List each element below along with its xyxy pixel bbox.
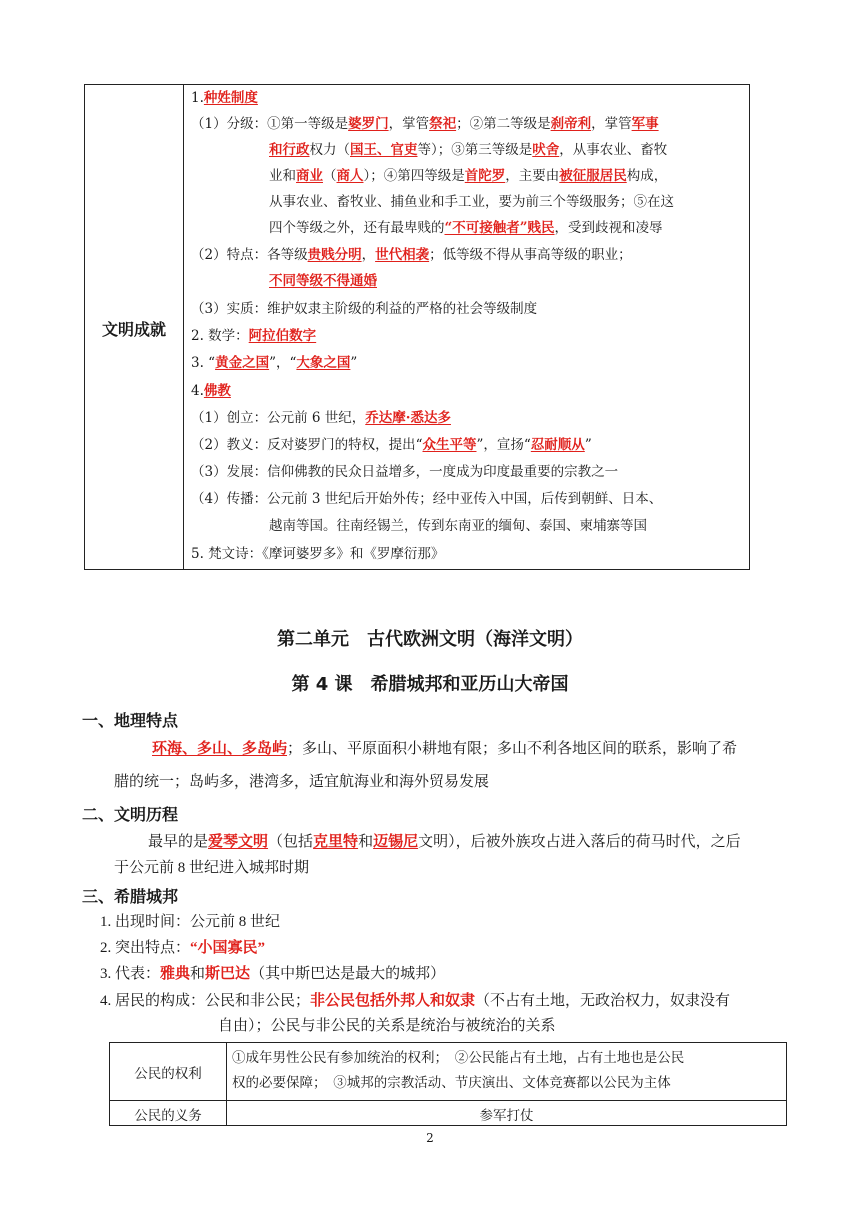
- shudra: 首陀罗: [464, 168, 506, 184]
- history-paragraph-1: [148, 831, 741, 853]
- city-states-item-4-cont: 自由）；公民与非公民的关系是统治与被统治的关系: [218, 1018, 556, 1034]
- citizen-rights-label: 公民的权利: [134, 1066, 202, 1082]
- caste-num: 1.: [191, 90, 204, 106]
- buddhism-spread-2: 越南等国。往南经锡兰，传到东南亚的缅甸、泰国、柬埔寨等国: [269, 518, 647, 534]
- vaishya: 吠舍: [532, 142, 560, 158]
- non-citizens: 非公民包括外邦人和奴隶: [310, 993, 476, 1009]
- text: 4.: [191, 383, 204, 399]
- achievements-label-cell: [85, 85, 184, 569]
- text: ；多山、平原面积小耕地有限；多山不利各地区间的联系，影响了希: [287, 741, 738, 757]
- sacrifice: 祭祀: [429, 116, 457, 132]
- text: （2）教义：反对婆罗门的特权，提出“: [191, 437, 423, 453]
- city-states-item-4: [100, 990, 730, 1012]
- citizen-rights-row: [110, 1043, 786, 1101]
- text: ，: [361, 247, 376, 263]
- text: （1）创立：公元前 6 世纪，: [191, 410, 366, 426]
- text: ；低等级不得从事高等级的职业；: [429, 247, 632, 263]
- caste-features-line: [191, 245, 632, 265]
- math-line: [191, 326, 316, 346]
- land-of-elephants: 大象之国: [296, 355, 351, 371]
- text: 4. 居民的构成：公民和非公民；: [100, 993, 311, 1009]
- section-history-title: 二、文明历程: [82, 805, 179, 824]
- conquered-residents: 被征服居民: [559, 168, 627, 184]
- history-paragraph-2: 于公元前 8 世纪进入城邦时期: [114, 860, 310, 876]
- text: 权力（: [309, 142, 350, 158]
- citizen-duties-text: 参军打仗: [479, 1108, 534, 1124]
- small-state-few-people: “小国寡民”: [190, 940, 266, 956]
- unit-title: 第二单元 古代欧洲文明（海洋文明）: [277, 629, 583, 650]
- kings-officials: 国王、官吏: [350, 142, 418, 158]
- text: （其中斯巴达是最大的城邦）: [250, 966, 446, 982]
- citizen-duties-label: 公民的义务: [134, 1108, 202, 1124]
- achievements-table: [84, 84, 750, 570]
- founder-name: 乔达摩·悉达多: [365, 410, 451, 426]
- buddhism-founding: [191, 408, 451, 428]
- text: 和: [190, 966, 206, 982]
- text: ，从事农业、畜牧: [559, 142, 668, 158]
- section-city-states-title: 三、希腊城邦: [82, 887, 179, 906]
- city-states-item-2: [100, 937, 265, 959]
- merchants: 商人: [336, 168, 364, 184]
- kshatriya: 刹帝利: [550, 116, 592, 132]
- sparta: 斯巴达: [205, 966, 251, 982]
- text: ）；④第四等级是: [363, 168, 465, 184]
- caste-title: 种姓制度: [203, 90, 258, 106]
- buddhism-heading: [191, 381, 231, 401]
- citizen-rights-text-2: 权的必要保障； ③城邦的宗教活动、节庆演出、文体竞赛都以公民为主体: [232, 1075, 671, 1091]
- text: 3. “: [191, 355, 216, 371]
- buddhism-title: 佛教: [203, 383, 231, 399]
- caste-rank-line-2: [269, 140, 667, 160]
- caste-rank-line-1: [191, 114, 659, 134]
- caste-heading: [191, 88, 258, 108]
- caste-rank-line-3: [269, 166, 667, 186]
- arabic-numerals: 阿拉伯数字: [248, 328, 317, 344]
- geography-paragraph-1: [152, 738, 737, 760]
- caste-rank-line-4: 从事农业、畜牧业、捕鱼业和手工业，要为前三个等级服务；⑤在这: [269, 194, 674, 210]
- caste-essence: （3）实质：维护奴隶主阶级的利益的严格的社会等级制度: [191, 301, 538, 317]
- commerce: 商业: [296, 168, 323, 184]
- caste-features-line-2: [269, 271, 377, 291]
- text: 3. 代表：: [100, 966, 161, 982]
- text: ”: [584, 437, 592, 453]
- text: ”: [350, 355, 358, 371]
- administration: 和行政: [269, 142, 310, 158]
- land-of-gold: 黄金之国: [215, 355, 270, 371]
- page-number: 2: [426, 1131, 434, 1145]
- text: 和: [358, 834, 374, 850]
- text: ，掌管: [388, 116, 430, 132]
- text: （2）特点：各等级: [191, 247, 308, 263]
- text: 2. 突出特点：: [100, 940, 191, 956]
- brahmin: 婆罗门: [348, 116, 389, 132]
- text: 等）；③第三等级是: [417, 142, 533, 158]
- geography-paragraph-2: 腊的统一；岛屿多，港湾多，适宜航海业和海外贸易发展: [114, 774, 490, 790]
- sanskrit-poems: 5. 梵文诗：《摩诃婆罗多》和《罗摩衍那》: [191, 546, 445, 562]
- crete: 克里特: [313, 834, 359, 850]
- text: ，受到歧视和凌辱: [554, 220, 663, 236]
- equality: 众生平等: [422, 437, 477, 453]
- section-geography-title: 一、地理特点: [82, 711, 179, 730]
- buddhism-spread-1: （4）传播：公元前 3 世纪后开始外传；经中亚传入中国，后传到朝鲜、日本、: [191, 491, 663, 507]
- mycenae: 迈锡尼: [373, 834, 419, 850]
- text: ，主要由: [505, 168, 560, 184]
- text: ；②第二等级是: [456, 116, 551, 132]
- geography-key: 环海、多山、多岛屿: [152, 741, 288, 757]
- country-line: [191, 353, 357, 373]
- text: 2. 数学：: [191, 328, 249, 344]
- caste-rank-line-5: [269, 218, 663, 238]
- text: 四个等级之外，还有最卑贱的: [269, 220, 445, 236]
- endurance: 忍耐顺从: [530, 437, 585, 453]
- athens: 雅典: [160, 966, 191, 982]
- text: ”，“: [269, 355, 297, 371]
- feature-1: 贵贱分明: [307, 247, 362, 263]
- citizen-table: [109, 1042, 787, 1126]
- text: 文明），后被外族攻占进入落后的荷马时代，之后: [418, 834, 741, 850]
- feature-2: 世代相袭: [375, 247, 430, 263]
- buddhism-development: （3）发展：信仰佛教的民众日益增多，一度成为印度最重要的宗教之一: [191, 464, 619, 480]
- text: 构成，: [626, 168, 668, 184]
- untouchables: “不可接触者”贱民: [444, 220, 555, 236]
- buddhism-doctrine: [191, 435, 592, 455]
- feature-3: 不同等级不得通婚: [269, 273, 377, 289]
- city-states-item-3: [100, 963, 445, 985]
- text: （包括: [268, 834, 314, 850]
- text: 最早的是: [148, 834, 209, 850]
- city-states-item-1: 1. 出现时间：公元前 8 世纪: [100, 914, 281, 930]
- military: 军事: [631, 116, 659, 132]
- aegean-civilization: 爱琴文明: [208, 834, 269, 850]
- text: （不占有土地，无政治权力，奴隶没有: [475, 993, 731, 1009]
- lesson-title: 第 4 课 希腊城邦和亚历山大帝国: [291, 674, 569, 695]
- text: ，掌管: [591, 116, 632, 132]
- text: 业和: [269, 168, 296, 184]
- achievements-label: 文明成就: [101, 320, 166, 339]
- citizen-rights-text-1: ①成年男性公民有参加统治的权利； ②公民能占有土地，占有土地也是公民: [232, 1050, 685, 1066]
- text: ”，宣扬“: [476, 437, 531, 453]
- text: （1）分级：①第一等级是: [191, 116, 349, 132]
- text: （: [323, 168, 337, 184]
